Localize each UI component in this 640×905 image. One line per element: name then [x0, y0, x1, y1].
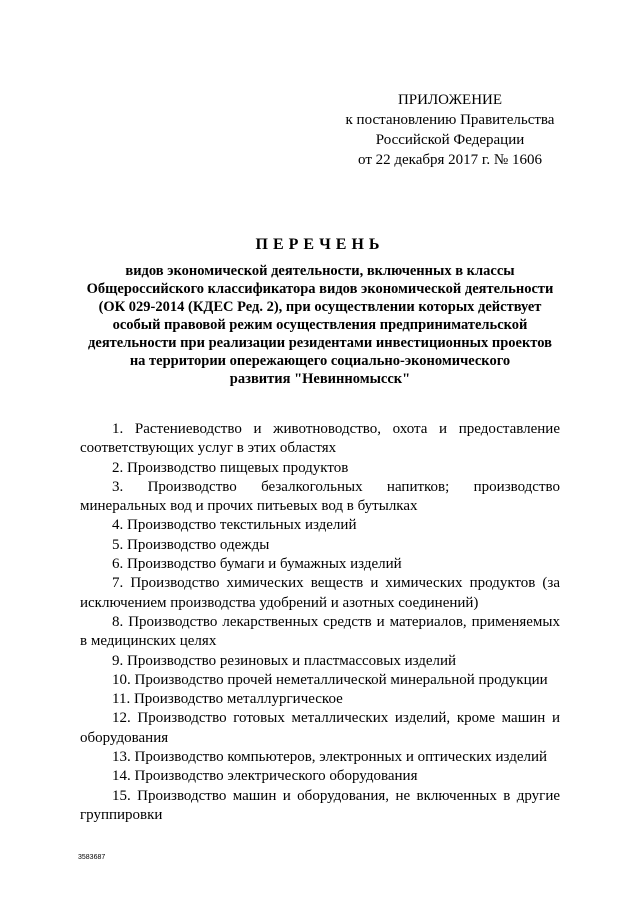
appendix-ref-line: к постановлению Правительства: [345, 112, 555, 128]
item-number: 15.: [112, 787, 131, 804]
item-number: 4.: [112, 517, 124, 534]
subtitle-line: развития "Невинномысск": [229, 371, 411, 387]
item-text: Производство прочей неметаллической минеральной продукции: [134, 671, 548, 688]
subtitle-line: (ОК 029-2014 (КДЕС Ред. 2), при осуществлении которых действует: [98, 299, 542, 315]
item-number: 10.: [112, 671, 131, 688]
list-item: [80, 420, 560, 459]
appendix-ref-line: Российской Федерации: [375, 132, 525, 148]
item-text: Производство металлургическое: [133, 691, 343, 708]
item-text: Производство компьютеров, электронных и оптических изделий: [134, 749, 548, 766]
item-text: Растениеводство и животноводство, охота и предоставление соответствующих услуг в этих областях: [80, 421, 560, 457]
document-subtitle: [70, 262, 570, 388]
item-text: Производство готовых металлических изделий, кроме машин и оборудования: [80, 710, 560, 746]
item-number: 5.: [112, 536, 124, 553]
item-text: Производство машин и оборудования, не включенных в другие группировки: [80, 787, 561, 823]
list-item: [80, 459, 560, 478]
list-item: [80, 652, 560, 671]
item-number: 13.: [112, 749, 131, 766]
list-item: [80, 574, 560, 613]
appendix-date-line: от 22 декабря 2017 г. № 1606: [358, 152, 542, 168]
item-number: 3.: [112, 478, 124, 495]
appendix-label: ПРИЛОЖЕНИЕ: [397, 92, 503, 108]
appendix-header: [300, 90, 600, 170]
subtitle-line: деятельности при реализации резидентами инвестиционных проектов: [88, 335, 552, 351]
item-text: Производство пищевых продуктов: [127, 459, 349, 476]
activities-list: [80, 420, 560, 825]
list-item: [80, 478, 560, 517]
document-code: 3583687: [78, 854, 106, 861]
item-text: Производство текстильных изделий: [127, 517, 357, 534]
item-number: 12.: [112, 710, 131, 727]
list-item: [80, 671, 560, 690]
list-item: [80, 787, 560, 826]
list-item: [80, 748, 560, 767]
subtitle-line: Общероссийского классификатора видов экономической деятельности: [86, 281, 554, 297]
document-title: ПЕРЕЧЕНЬ: [255, 236, 385, 253]
list-item: [80, 709, 560, 748]
list-item: [80, 555, 560, 574]
subtitle-line: особый правовой режим осуществления предпринимательской: [112, 317, 528, 333]
item-number: 2.: [112, 459, 124, 476]
list-item: [80, 516, 560, 535]
subtitle-line: видов экономической деятельности, включенных в классы: [125, 263, 515, 279]
item-text: Производство химических веществ и химических продуктов (за исключением производства удобрений и азотных соединений): [80, 575, 560, 611]
list-item: [80, 613, 560, 652]
item-text: Производство бумаги и бумажных изделий: [127, 556, 402, 573]
item-number: 1.: [112, 421, 124, 437]
list-item: [80, 536, 560, 555]
item-number: 11.: [112, 691, 131, 708]
item-text: Производство безалкогольных напитков; производство минеральных вод и прочих питьевых вод в бутылках: [80, 478, 560, 515]
item-number: 9.: [112, 652, 124, 669]
subtitle-line: на территории опережающего социально-экономического: [129, 353, 511, 369]
item-number: 8.: [112, 613, 124, 630]
item-number: 6.: [112, 556, 124, 573]
item-text: Производство лекарственных средств и материалов, применяемых в медицинских целях: [80, 613, 560, 650]
list-item: [80, 767, 560, 786]
item-text: Производство одежды: [127, 536, 270, 553]
item-number: 14.: [112, 768, 131, 785]
item-number: 7.: [112, 575, 124, 592]
list-item: [80, 690, 560, 709]
item-text: Производство электрического оборудования: [134, 768, 418, 785]
item-text: Производство резиновых и пластмассовых изделий: [127, 652, 457, 669]
